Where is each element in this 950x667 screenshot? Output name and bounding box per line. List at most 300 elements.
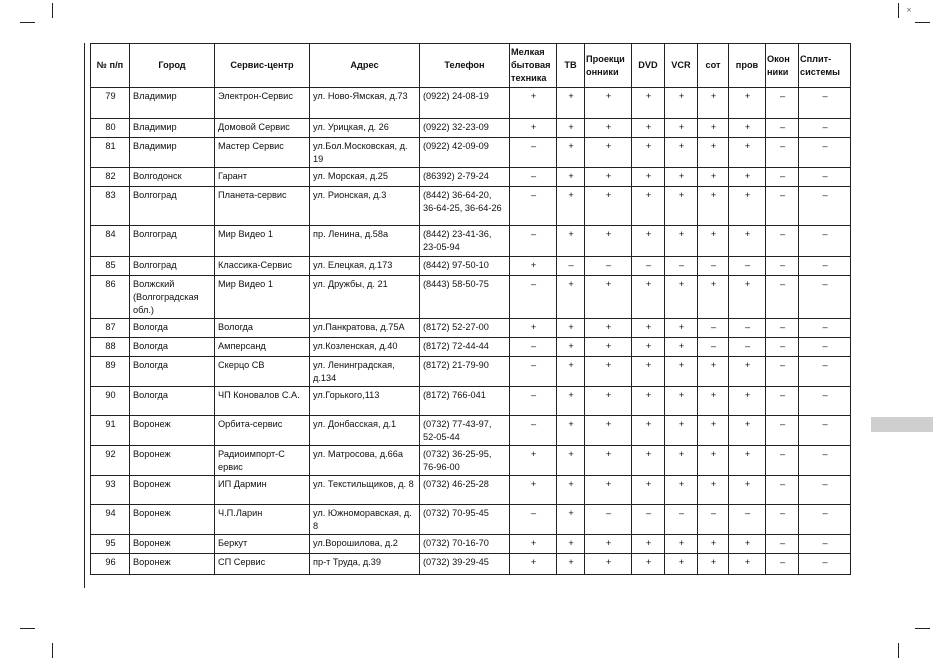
- table-row: [91, 88, 851, 119]
- row-number: 92: [91, 446, 130, 476]
- support-mark-cell: +: [665, 168, 698, 187]
- crop-mark-top-right-v: [898, 3, 899, 18]
- support-mark-cell: +: [557, 187, 585, 226]
- support-mark-cell: –: [766, 387, 799, 416]
- support-mark-cell: +: [557, 138, 585, 168]
- phone-cell: (0922) 24-08-19: [420, 88, 510, 119]
- row-number: 83: [91, 187, 130, 226]
- phone-cell: (0732) 39-29-45: [420, 554, 510, 575]
- support-mark-cell: –: [799, 319, 851, 338]
- phone-cell: (0732) 77-43-97, 52-05-44: [420, 416, 510, 446]
- phone-cell: (8442) 97-50-10: [420, 257, 510, 276]
- support-mark-cell: +: [665, 416, 698, 446]
- support-mark-cell: +: [557, 319, 585, 338]
- support-mark-cell: –: [766, 476, 799, 505]
- support-mark-cell: +: [557, 276, 585, 319]
- table-row: [91, 535, 851, 554]
- support-mark-cell: +: [585, 168, 632, 187]
- table-row: [91, 168, 851, 187]
- support-mark-cell: –: [766, 554, 799, 575]
- support-mark-cell: –: [766, 257, 799, 276]
- support-mark-cell: –: [665, 257, 698, 276]
- row-number: 95: [91, 535, 130, 554]
- support-mark-cell: +: [510, 446, 557, 476]
- table-row: [91, 387, 851, 416]
- support-mark-cell: +: [632, 88, 665, 119]
- support-mark-cell: –: [729, 338, 766, 357]
- support-mark-cell: +: [729, 276, 766, 319]
- support-mark-cell: –: [510, 138, 557, 168]
- row-number: 81: [91, 138, 130, 168]
- phone-cell: (8172) 52-27-00: [420, 319, 510, 338]
- city-cell: Владимир: [130, 119, 215, 138]
- col-header-city: Город: [130, 44, 215, 88]
- support-mark-cell: –: [766, 88, 799, 119]
- support-mark-cell: +: [729, 88, 766, 119]
- address-cell: ул. Ленинградская, д.134: [310, 357, 420, 387]
- support-mark-cell: –: [665, 505, 698, 535]
- support-mark-cell: –: [766, 446, 799, 476]
- address-cell: ул. Елецкая, д.173: [310, 257, 420, 276]
- support-mark-cell: –: [557, 257, 585, 276]
- row-number: 91: [91, 416, 130, 446]
- header-line: ники: [767, 66, 789, 77]
- support-mark-cell: –: [510, 168, 557, 187]
- row-number: 86: [91, 276, 130, 319]
- support-mark-cell: +: [665, 535, 698, 554]
- support-mark-cell: –: [510, 226, 557, 257]
- table-row: [91, 505, 851, 535]
- support-mark-cell: +: [557, 535, 585, 554]
- support-mark-cell: +: [665, 446, 698, 476]
- crop-mark-bottom-left: [20, 628, 35, 629]
- city-cell: Воронеж: [130, 505, 215, 535]
- city-cell: Вологда: [130, 387, 215, 416]
- service-center-cell: Мастер Сервис: [215, 138, 310, 168]
- support-mark-cell: +: [698, 416, 729, 446]
- row-number: 80: [91, 119, 130, 138]
- support-mark-cell: –: [698, 319, 729, 338]
- support-mark-cell: –: [799, 119, 851, 138]
- header-line: бытовая: [511, 60, 551, 70]
- support-mark-cell: +: [729, 535, 766, 554]
- support-mark-cell: +: [585, 446, 632, 476]
- support-mark-cell: +: [698, 387, 729, 416]
- row-number: 96: [91, 554, 130, 575]
- address-cell: ул. Текстильщиков, д. 8: [310, 476, 420, 505]
- table-row: [91, 226, 851, 257]
- support-mark-cell: +: [557, 119, 585, 138]
- crop-mark-bottom-left-v: [52, 643, 53, 658]
- crop-mark-bottom-right: [915, 628, 930, 629]
- support-mark-cell: +: [557, 168, 585, 187]
- support-mark-cell: +: [665, 226, 698, 257]
- support-mark-cell: –: [510, 505, 557, 535]
- address-cell: ул. Урицкая, д. 26: [310, 119, 420, 138]
- header-line: Проекци: [586, 53, 625, 64]
- support-mark-cell: –: [766, 416, 799, 446]
- phone-cell: (8172) 21-79-90: [420, 357, 510, 387]
- row-number: 93: [91, 476, 130, 505]
- support-mark-cell: +: [698, 476, 729, 505]
- address-cell: ул.Ворошилова, д.2: [310, 535, 420, 554]
- table-row: [91, 338, 851, 357]
- table-row: [91, 138, 851, 168]
- support-mark-cell: +: [632, 387, 665, 416]
- support-mark-cell: +: [510, 88, 557, 119]
- support-mark-cell: –: [698, 505, 729, 535]
- address-cell: ул. Матросова, д.66а: [310, 446, 420, 476]
- support-mark-cell: +: [698, 168, 729, 187]
- support-mark-cell: –: [632, 505, 665, 535]
- city-cell: Воронеж: [130, 446, 215, 476]
- support-mark-cell: +: [698, 446, 729, 476]
- col-header-tv: ТВ: [557, 44, 585, 88]
- support-mark-cell: +: [585, 554, 632, 575]
- table-row: [91, 119, 851, 138]
- support-mark-cell: +: [729, 168, 766, 187]
- col-header-windows: [766, 44, 799, 88]
- register-mark: ×: [906, 6, 912, 14]
- support-mark-cell: +: [698, 226, 729, 257]
- support-mark-cell: –: [799, 88, 851, 119]
- support-mark-cell: +: [665, 319, 698, 338]
- service-center-cell: Радиоимпорт-С ервис: [215, 446, 310, 476]
- service-center-cell: ИП Дармин: [215, 476, 310, 505]
- support-mark-cell: +: [632, 476, 665, 505]
- support-mark-cell: +: [510, 476, 557, 505]
- city-cell: Волжский (Волгоградская обл.): [130, 276, 215, 319]
- support-mark-cell: +: [632, 446, 665, 476]
- city-cell: Владимир: [130, 138, 215, 168]
- support-mark-cell: +: [632, 119, 665, 138]
- header-line: Окон: [767, 53, 790, 64]
- support-mark-cell: –: [799, 226, 851, 257]
- support-mark-cell: +: [632, 138, 665, 168]
- col-header-dvd: DVD: [632, 44, 665, 88]
- service-center-cell: Мир Видео 1: [215, 226, 310, 257]
- address-cell: ул.Козленская, д.40: [310, 338, 420, 357]
- support-mark-cell: +: [585, 276, 632, 319]
- address-cell: ул. Донбасская, д.1: [310, 416, 420, 446]
- col-header-address: Адрес: [310, 44, 420, 88]
- support-mark-cell: –: [799, 138, 851, 168]
- service-center-cell: Скерцо СВ: [215, 357, 310, 387]
- support-mark-cell: –: [729, 319, 766, 338]
- support-mark-cell: +: [665, 387, 698, 416]
- address-cell: пр. Ленина, д.58а: [310, 226, 420, 257]
- support-mark-cell: –: [766, 357, 799, 387]
- city-cell: Воронеж: [130, 476, 215, 505]
- support-mark-cell: +: [632, 168, 665, 187]
- support-mark-cell: –: [799, 416, 851, 446]
- support-mark-cell: –: [766, 138, 799, 168]
- support-mark-cell: –: [799, 446, 851, 476]
- row-number: 85: [91, 257, 130, 276]
- support-mark-cell: +: [729, 357, 766, 387]
- row-number: 89: [91, 357, 130, 387]
- support-mark-cell: +: [510, 319, 557, 338]
- support-mark-cell: –: [799, 168, 851, 187]
- phone-cell: (8172) 72-44-44: [420, 338, 510, 357]
- col-header-service: Сервис-центр: [215, 44, 310, 88]
- support-mark-cell: +: [585, 138, 632, 168]
- support-mark-cell: +: [698, 357, 729, 387]
- support-mark-cell: –: [799, 338, 851, 357]
- support-mark-cell: +: [510, 119, 557, 138]
- support-mark-cell: –: [766, 338, 799, 357]
- support-mark-cell: +: [632, 226, 665, 257]
- support-mark-cell: +: [632, 276, 665, 319]
- support-mark-cell: –: [799, 187, 851, 226]
- crop-mark-top-right: [915, 22, 930, 23]
- row-number: 90: [91, 387, 130, 416]
- city-cell: Воронеж: [130, 535, 215, 554]
- support-mark-cell: +: [698, 119, 729, 138]
- row-number: 87: [91, 319, 130, 338]
- table-row: [91, 416, 851, 446]
- support-mark-cell: +: [585, 357, 632, 387]
- header-line: системы: [800, 66, 840, 77]
- support-mark-cell: –: [799, 535, 851, 554]
- table-row: [91, 187, 851, 226]
- support-mark-cell: –: [799, 276, 851, 319]
- col-header-projectors: [585, 44, 632, 88]
- service-center-cell: Классика-Сервис: [215, 257, 310, 276]
- address-cell: ул. Южноморавская, д. 8: [310, 505, 420, 535]
- support-mark-cell: +: [585, 387, 632, 416]
- support-mark-cell: +: [557, 226, 585, 257]
- support-mark-cell: +: [585, 187, 632, 226]
- city-cell: Вологда: [130, 338, 215, 357]
- support-mark-cell: –: [510, 187, 557, 226]
- phone-cell: (0732) 70-95-45: [420, 505, 510, 535]
- support-mark-cell: –: [510, 276, 557, 319]
- support-mark-cell: +: [585, 476, 632, 505]
- address-cell: ул.Панкратова, д.75А: [310, 319, 420, 338]
- table-row: [91, 476, 851, 505]
- support-mark-cell: –: [799, 387, 851, 416]
- header-line: онники: [586, 66, 619, 77]
- col-header-num: № п/п: [91, 44, 130, 88]
- support-mark-cell: –: [799, 257, 851, 276]
- support-mark-cell: +: [698, 276, 729, 319]
- support-mark-cell: +: [632, 187, 665, 226]
- support-mark-cell: –: [766, 319, 799, 338]
- support-mark-cell: +: [585, 319, 632, 338]
- support-mark-cell: –: [698, 338, 729, 357]
- support-mark-cell: +: [698, 187, 729, 226]
- support-mark-cell: +: [585, 88, 632, 119]
- service-center-cell: Вологда: [215, 319, 310, 338]
- phone-cell: (0922) 42-09-09: [420, 138, 510, 168]
- table-row: [91, 276, 851, 319]
- support-mark-cell: –: [766, 168, 799, 187]
- support-mark-cell: +: [729, 446, 766, 476]
- table-row: [91, 357, 851, 387]
- phone-cell: (0922) 32-23-09: [420, 119, 510, 138]
- support-mark-cell: +: [632, 535, 665, 554]
- support-mark-cell: –: [766, 187, 799, 226]
- support-mark-cell: +: [585, 535, 632, 554]
- support-mark-cell: +: [557, 357, 585, 387]
- header-line: Мелкая: [511, 47, 545, 57]
- support-mark-cell: +: [665, 119, 698, 138]
- support-mark-cell: –: [799, 505, 851, 535]
- page-border-left: [84, 43, 85, 588]
- service-center-cell: Планета-сервис: [215, 187, 310, 226]
- support-mark-cell: +: [665, 138, 698, 168]
- support-mark-cell: +: [585, 226, 632, 257]
- table-row: [91, 554, 851, 575]
- support-mark-cell: –: [799, 554, 851, 575]
- support-mark-cell: +: [698, 138, 729, 168]
- support-mark-cell: +: [729, 226, 766, 257]
- support-mark-cell: +: [557, 554, 585, 575]
- service-center-cell: ЧП Коновалов С.А.: [215, 387, 310, 416]
- support-mark-cell: –: [632, 257, 665, 276]
- row-number: 94: [91, 505, 130, 535]
- support-mark-cell: +: [665, 476, 698, 505]
- table-header-row: [91, 44, 851, 88]
- service-center-cell: Орбита-сервис: [215, 416, 310, 446]
- support-mark-cell: –: [698, 257, 729, 276]
- col-header-split-systems: [799, 44, 851, 88]
- service-center-cell: Домовой Сервис: [215, 119, 310, 138]
- col-header-small-appliances: [510, 44, 557, 88]
- phone-cell: (0732) 46-25-28: [420, 476, 510, 505]
- service-center-cell: Ч.П.Ларин: [215, 505, 310, 535]
- support-mark-cell: +: [729, 387, 766, 416]
- city-cell: Волгоград: [130, 226, 215, 257]
- city-cell: Вологда: [130, 357, 215, 387]
- support-mark-cell: +: [557, 505, 585, 535]
- support-mark-cell: –: [766, 276, 799, 319]
- service-centers-table: [90, 43, 851, 575]
- col-header-mobile: сот: [698, 44, 729, 88]
- support-mark-cell: +: [510, 257, 557, 276]
- phone-cell: (8442) 23-41-36, 23-05-94: [420, 226, 510, 257]
- support-mark-cell: +: [632, 319, 665, 338]
- support-mark-cell: +: [729, 119, 766, 138]
- table-row: [91, 319, 851, 338]
- support-mark-cell: –: [766, 505, 799, 535]
- address-cell: ул. Морская, д.25: [310, 168, 420, 187]
- service-center-cell: Беркут: [215, 535, 310, 554]
- row-number: 84: [91, 226, 130, 257]
- address-cell: ул. Рионская, д.3: [310, 187, 420, 226]
- col-header-vcr: VCR: [665, 44, 698, 88]
- support-mark-cell: –: [729, 257, 766, 276]
- support-mark-cell: –: [510, 357, 557, 387]
- support-mark-cell: +: [698, 88, 729, 119]
- support-mark-cell: +: [557, 476, 585, 505]
- support-mark-cell: +: [665, 554, 698, 575]
- support-mark-cell: –: [585, 257, 632, 276]
- support-mark-cell: +: [510, 554, 557, 575]
- support-mark-cell: –: [799, 357, 851, 387]
- phone-cell: (0732) 70-16-70: [420, 535, 510, 554]
- city-cell: Волгоград: [130, 257, 215, 276]
- support-mark-cell: –: [510, 387, 557, 416]
- row-number: 79: [91, 88, 130, 119]
- crop-mark-top-left-v: [52, 3, 53, 18]
- support-mark-cell: –: [766, 119, 799, 138]
- city-cell: Вологда: [130, 319, 215, 338]
- city-cell: Волгодонск: [130, 168, 215, 187]
- address-cell: пр-т Труда, д.39: [310, 554, 420, 575]
- support-mark-cell: –: [766, 535, 799, 554]
- support-mark-cell: +: [729, 138, 766, 168]
- support-mark-cell: +: [585, 416, 632, 446]
- address-cell: ул. Ново-Ямская, д.73: [310, 88, 420, 119]
- address-cell: ул.Бол.Московская, д. 19: [310, 138, 420, 168]
- row-number: 88: [91, 338, 130, 357]
- support-mark-cell: –: [729, 505, 766, 535]
- col-header-wired: пров: [729, 44, 766, 88]
- support-mark-cell: –: [510, 338, 557, 357]
- support-mark-cell: +: [665, 88, 698, 119]
- support-mark-cell: +: [698, 535, 729, 554]
- service-center-cell: Электрон-Сервис: [215, 88, 310, 119]
- row-number: 82: [91, 168, 130, 187]
- support-mark-cell: +: [665, 187, 698, 226]
- address-cell: ул.Горького,113: [310, 387, 420, 416]
- support-mark-cell: +: [729, 554, 766, 575]
- support-mark-cell: +: [729, 476, 766, 505]
- header-line: техника: [511, 73, 547, 83]
- phone-cell: (86392) 2-79-24: [420, 168, 510, 187]
- service-center-cell: СП Сервис: [215, 554, 310, 575]
- phone-cell: (8442) 36-64-20, 36-64-25, 36-64-26: [420, 187, 510, 226]
- support-mark-cell: +: [729, 187, 766, 226]
- support-mark-cell: +: [632, 357, 665, 387]
- support-mark-cell: +: [557, 88, 585, 119]
- support-mark-cell: +: [632, 338, 665, 357]
- support-mark-cell: +: [665, 338, 698, 357]
- service-center-cell: Гарант: [215, 168, 310, 187]
- city-cell: Владимир: [130, 88, 215, 119]
- city-cell: Воронеж: [130, 416, 215, 446]
- address-cell: ул. Дружбы, д. 21: [310, 276, 420, 319]
- support-mark-cell: +: [557, 416, 585, 446]
- city-cell: Воронеж: [130, 554, 215, 575]
- crop-mark-top-left: [20, 22, 35, 23]
- header-line: Сплит-: [800, 53, 832, 64]
- support-mark-cell: +: [698, 554, 729, 575]
- support-mark-cell: +: [665, 357, 698, 387]
- service-center-cell: Мир Видео 1: [215, 276, 310, 319]
- support-mark-cell: +: [632, 554, 665, 575]
- table-row: [91, 446, 851, 476]
- phone-cell: (8172) 766-041: [420, 387, 510, 416]
- support-mark-cell: +: [585, 119, 632, 138]
- support-mark-cell: –: [799, 476, 851, 505]
- support-mark-cell: +: [585, 338, 632, 357]
- phone-cell: (8443) 58-50-75: [420, 276, 510, 319]
- support-mark-cell: –: [585, 505, 632, 535]
- support-mark-cell: –: [510, 416, 557, 446]
- support-mark-cell: +: [729, 416, 766, 446]
- support-mark-cell: +: [557, 338, 585, 357]
- support-mark-cell: +: [557, 446, 585, 476]
- support-mark-cell: +: [632, 416, 665, 446]
- support-mark-cell: +: [665, 276, 698, 319]
- city-cell: Волгоград: [130, 187, 215, 226]
- table-row: [91, 257, 851, 276]
- support-mark-cell: –: [766, 226, 799, 257]
- col-header-phone: Телефон: [420, 44, 510, 88]
